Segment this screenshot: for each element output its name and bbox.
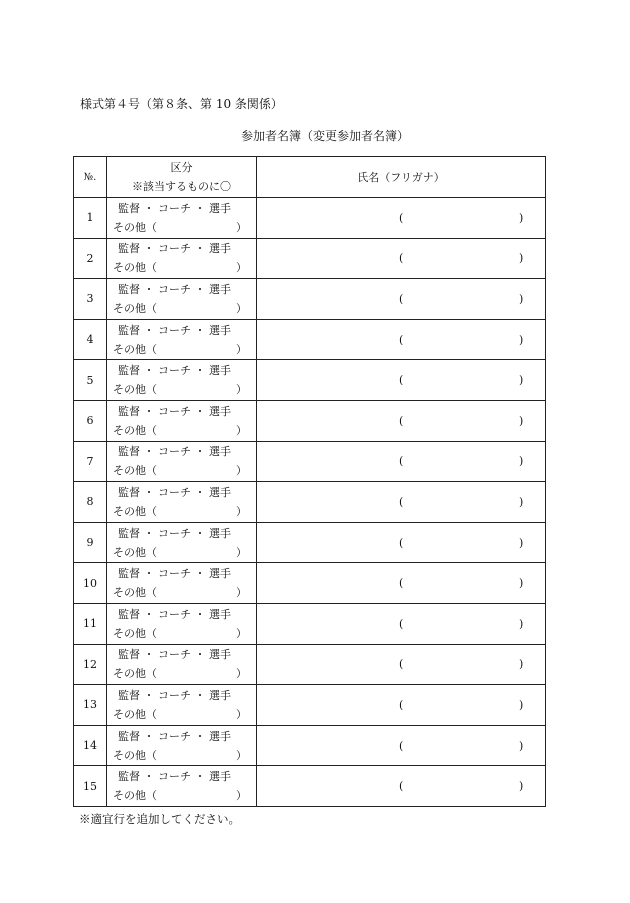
- name-paren-close: ): [519, 739, 524, 753]
- row-number: 3: [74, 279, 107, 320]
- name-paren-close: ): [519, 576, 524, 590]
- category-other-label: その他（: [113, 626, 157, 640]
- category-options: 監督 ・ コーチ ・ 選手: [118, 323, 231, 337]
- name-paren-close: ): [519, 779, 524, 793]
- category-other-close: ）: [236, 301, 247, 315]
- category-other-close: ）: [236, 748, 247, 762]
- name-paren-open: (: [399, 495, 404, 509]
- table-row: [74, 766, 546, 807]
- category-other: [107, 258, 256, 277]
- row-number: 12: [74, 644, 107, 685]
- category-other-close: ）: [236, 626, 247, 640]
- category-other-close: ）: [236, 667, 247, 681]
- category-cell[interactable]: [107, 766, 257, 807]
- name-paren-close: ): [519, 495, 524, 509]
- name-paren-close: ): [519, 454, 524, 468]
- name-paren-open: (: [399, 211, 404, 225]
- category-options: 監督 ・ コーチ ・ 選手: [118, 364, 231, 378]
- category-cell[interactable]: [107, 644, 257, 685]
- name-paren-open: (: [399, 698, 404, 712]
- name-paren-open: (: [399, 576, 404, 590]
- name-paren-close: ): [519, 536, 524, 550]
- category-options: 監督 ・ コーチ ・ 選手: [118, 688, 231, 702]
- category-other-close: ）: [236, 383, 247, 397]
- category-other: [107, 502, 256, 521]
- category-options: 監督 ・ コーチ ・ 選手: [118, 526, 231, 540]
- form-number: 様式第４号（第８条、第 10 条関係）: [80, 97, 283, 111]
- header-category: [107, 157, 257, 198]
- name-paren-open: (: [399, 617, 404, 631]
- footnote: ※適宜行を追加してください。: [79, 812, 240, 826]
- header-number: №.: [74, 157, 107, 198]
- category-other-close: ）: [236, 423, 247, 437]
- category-other-label: その他（: [113, 707, 157, 721]
- name-paren-open: (: [399, 251, 404, 265]
- category-cell[interactable]: [107, 603, 257, 644]
- row-number: 15: [74, 766, 107, 807]
- category-cell[interactable]: [107, 482, 257, 523]
- row-number: 11: [74, 603, 107, 644]
- name-cell[interactable]: [257, 685, 546, 726]
- category-other: [107, 340, 256, 359]
- category-cell[interactable]: [107, 400, 257, 441]
- category-other-label: その他（: [113, 789, 157, 803]
- category-options: 監督 ・ コーチ ・ 選手: [118, 648, 231, 662]
- name-cell[interactable]: [257, 238, 546, 279]
- row-number: 6: [74, 400, 107, 441]
- category-other-label: その他（: [113, 504, 157, 518]
- category-other: [107, 421, 256, 440]
- name-paren-close: ): [519, 292, 524, 306]
- name-cell[interactable]: [257, 644, 546, 685]
- document-title: 参加者名簿（変更参加者名簿）: [240, 129, 409, 143]
- category-other: [107, 299, 256, 318]
- category-other: [107, 624, 256, 643]
- table-row: [74, 360, 546, 401]
- category-other-close: ）: [236, 342, 247, 356]
- category-other: [107, 380, 256, 399]
- name-paren-open: (: [399, 373, 404, 387]
- category-other-label: その他（: [113, 220, 157, 234]
- category-other-close: ）: [236, 707, 247, 721]
- category-other-label: その他（: [113, 383, 157, 397]
- category-cell[interactable]: [107, 238, 257, 279]
- table-row: [74, 238, 546, 279]
- roster-body: [74, 198, 546, 807]
- name-cell[interactable]: [257, 319, 546, 360]
- header-category-label: 区分: [170, 161, 193, 174]
- name-paren-close: ): [519, 373, 524, 387]
- table-row: [74, 400, 546, 441]
- table-row: [74, 279, 546, 320]
- name-cell[interactable]: [257, 725, 546, 766]
- row-number: 2: [74, 238, 107, 279]
- name-paren-open: (: [399, 414, 404, 428]
- category-other: [107, 746, 256, 765]
- table-row: [74, 603, 546, 644]
- name-cell[interactable]: [257, 198, 546, 239]
- category-other-label: その他（: [113, 423, 157, 437]
- table-row: [74, 644, 546, 685]
- category-other-label: その他（: [113, 261, 157, 275]
- table-row: [74, 563, 546, 604]
- name-paren-open: (: [399, 536, 404, 550]
- category-options: 監督 ・ コーチ ・ 選手: [118, 607, 231, 621]
- category-other-label: その他（: [113, 667, 157, 681]
- category-cell[interactable]: [107, 279, 257, 320]
- row-number: 13: [74, 685, 107, 726]
- name-cell[interactable]: [257, 603, 546, 644]
- name-paren-close: ): [519, 333, 524, 347]
- category-options: 監督 ・ コーチ ・ 選手: [118, 729, 231, 743]
- header-category-note: ※該当するものに〇: [132, 180, 231, 193]
- row-number: 8: [74, 482, 107, 523]
- name-paren-open: (: [399, 333, 404, 347]
- category-cell[interactable]: [107, 685, 257, 726]
- category-options: 監督 ・ コーチ ・ 選手: [118, 445, 231, 459]
- category-cell[interactable]: [107, 563, 257, 604]
- category-options: 監督 ・ コーチ ・ 選手: [118, 770, 231, 784]
- category-options: 監督 ・ コーチ ・ 選手: [118, 567, 231, 581]
- category-cell[interactable]: [107, 725, 257, 766]
- name-paren-close: ): [519, 698, 524, 712]
- header-name: 氏名（フリガナ）: [257, 157, 546, 198]
- table-row: [74, 441, 546, 482]
- row-number: 14: [74, 725, 107, 766]
- category-other-close: ）: [236, 789, 247, 803]
- row-number: 9: [74, 522, 107, 563]
- category-other: [107, 705, 256, 724]
- category-cell[interactable]: [107, 198, 257, 239]
- row-number: 7: [74, 441, 107, 482]
- category-other-label: その他（: [113, 464, 157, 478]
- category-options: 監督 ・ コーチ ・ 選手: [118, 485, 231, 499]
- name-paren-open: (: [399, 292, 404, 306]
- category-other: [107, 461, 256, 480]
- row-number: 1: [74, 198, 107, 239]
- category-cell[interactable]: [107, 441, 257, 482]
- table-row: [74, 685, 546, 726]
- name-cell[interactable]: [257, 522, 546, 563]
- name-paren-open: (: [399, 657, 404, 671]
- name-cell[interactable]: [257, 441, 546, 482]
- row-number: 10: [74, 563, 107, 604]
- name-paren-open: (: [399, 739, 404, 753]
- name-cell[interactable]: [257, 279, 546, 320]
- participant-roster-table: [73, 156, 546, 807]
- category-options: 監督 ・ コーチ ・ 選手: [118, 201, 231, 215]
- category-other-label: その他（: [113, 301, 157, 315]
- category-other: [107, 543, 256, 562]
- category-other-close: ）: [236, 504, 247, 518]
- name-cell[interactable]: [257, 766, 546, 807]
- name-paren-close: ): [519, 414, 524, 428]
- category-other-label: その他（: [113, 748, 157, 762]
- category-other: [107, 664, 256, 683]
- category-cell[interactable]: [107, 319, 257, 360]
- name-paren-open: (: [399, 779, 404, 793]
- category-other-label: その他（: [113, 342, 157, 356]
- name-paren-open: (: [399, 454, 404, 468]
- name-cell[interactable]: [257, 482, 546, 523]
- category-other-close: ）: [236, 220, 247, 234]
- table-row: [74, 198, 546, 239]
- name-cell[interactable]: [257, 400, 546, 441]
- name-cell[interactable]: [257, 360, 546, 401]
- category-cell[interactable]: [107, 360, 257, 401]
- category-options: 監督 ・ コーチ ・ 選手: [118, 242, 231, 256]
- category-other-close: ）: [236, 261, 247, 275]
- name-cell[interactable]: [257, 563, 546, 604]
- table-row: [74, 319, 546, 360]
- category-other-close: ）: [236, 545, 247, 559]
- category-other: [107, 583, 256, 602]
- table-header-row: [74, 157, 546, 198]
- name-paren-close: ): [519, 251, 524, 265]
- name-paren-close: ): [519, 211, 524, 225]
- category-other-label: その他（: [113, 545, 157, 559]
- category-options: 監督 ・ コーチ ・ 選手: [118, 282, 231, 296]
- category-other: [107, 786, 256, 805]
- category-other-close: ）: [236, 464, 247, 478]
- row-number: 4: [74, 319, 107, 360]
- row-number: 5: [74, 360, 107, 401]
- category-options: 監督 ・ コーチ ・ 選手: [118, 404, 231, 418]
- category-other: [107, 218, 256, 237]
- category-other-label: その他（: [113, 586, 157, 600]
- table-row: [74, 725, 546, 766]
- category-other-close: ）: [236, 586, 247, 600]
- category-cell[interactable]: [107, 522, 257, 563]
- table-row: [74, 482, 546, 523]
- table-row: [74, 522, 546, 563]
- name-paren-close: ): [519, 657, 524, 671]
- name-paren-close: ): [519, 617, 524, 631]
